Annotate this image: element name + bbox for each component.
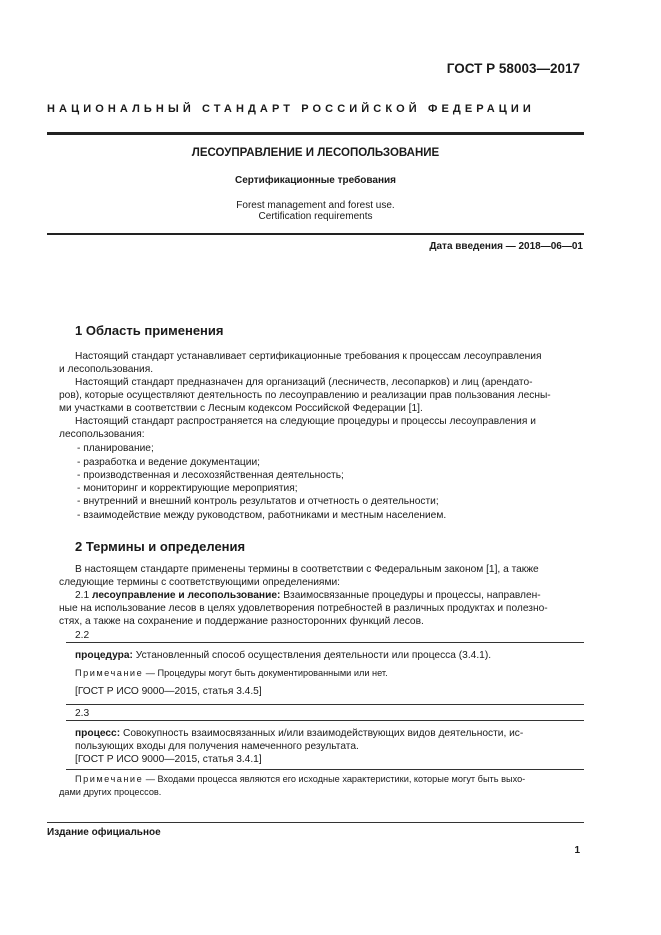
note-text: — Входами процесса являются его исходные характеристики, которые могут быть выхо-	[145, 774, 526, 784]
paragraph-line: стях, а также на сохранение и поддержание разносторонних функций лесов.	[59, 616, 424, 627]
term-2-2-box	[66, 642, 584, 705]
term-2-2-line	[75, 649, 491, 662]
term-definition: Установленный способ осуществления деятельности или процесса (3.4.1).	[135, 650, 492, 661]
paragraph-line: лесопользования:	[59, 429, 145, 440]
note-line-1	[75, 773, 583, 786]
paragraph-line: Настоящий стандарт предназначен для организаций (лесничеств, лесопарков) и лиц (арендато-	[75, 377, 533, 388]
list-item: - разработка и ведение документации;	[77, 457, 260, 468]
term-2-3-line-1	[75, 727, 523, 740]
footer-rule	[47, 822, 584, 823]
english-title-line-2: Certification requirements	[258, 211, 373, 222]
term-2-1-line-1	[75, 589, 583, 602]
term-2-2-reference: [ГОСТ Р ИСО 9000—2015, статья 3.4.5]	[75, 686, 262, 697]
standard-type: НАЦИОНАЛЬНЫЙ СТАНДАРТ РОССИЙСКОЙ ФЕДЕРАЦИИ	[47, 103, 535, 115]
term-2-2-note	[75, 667, 388, 680]
list-item: - внутренний и внешний контроль результатов и отчетность о деятельности;	[77, 496, 439, 507]
document-title: ЛЕСОУПРАВЛЕНИЕ И ЛЕСОПОЛЬЗОВАНИЕ	[191, 147, 440, 159]
term-name: процесс:	[75, 728, 121, 739]
term-number: 2.1	[75, 590, 90, 601]
paragraph-line: и лесопользования.	[59, 364, 154, 375]
document-id: ГОСТ Р 58003—2017	[446, 61, 580, 76]
document-subtitle: Сертификационные требования	[235, 175, 396, 186]
paragraph-line: следующие термины с соответствующими определениями:	[59, 577, 340, 588]
introduction-date: Дата введения — 2018—06—01	[429, 241, 583, 252]
paragraph-line: Настоящий стандарт распространяется на следующие процедуры и процессы лесоуправления и	[75, 416, 536, 427]
term-number: 2.2	[75, 630, 90, 641]
paragraph-line: ров), которые осуществляют деятельность по лесоуправлению и реализации прав пользования лесны-	[59, 390, 551, 401]
list-item: - производственная и лесохозяйственная деятельность;	[77, 470, 344, 481]
term-2-3-line-2: пользующих входы для получения намеченного результата.	[75, 741, 359, 752]
term-2-3-reference: [ГОСТ Р ИСО 9000—2015, статья 3.4.1]	[75, 754, 262, 765]
paragraph-line: ные на использование лесов в целях удовлетворения потребностей в различных продуктах и полезно-	[59, 603, 548, 614]
paragraph-line: ми участками в соответствии с Лесным кодексом Российской Федерации [1].	[59, 403, 423, 414]
paragraph-line: Настоящий стандарт устанавливает сертификационные требования к процессам лесоуправления	[75, 351, 542, 362]
term-number: 2.3	[75, 708, 90, 719]
english-title-line-1: Forest management and forest use.	[236, 200, 395, 211]
edition-label: Издание официальное	[47, 827, 161, 838]
term-name: лесоуправление и лесопользование:	[92, 590, 281, 601]
note-label: Примечание	[75, 668, 144, 678]
note-text: — Процедуры могут быть документированными или нет.	[145, 668, 388, 678]
term-2-3-box	[66, 720, 584, 770]
header-rule	[47, 132, 584, 135]
title-rule	[47, 233, 584, 235]
term-name: процедура:	[75, 650, 133, 661]
paragraph-line: В настоящем стандарте применены термины в соответствии с Федеральным законом [1], а также	[75, 564, 539, 575]
list-item: - мониторинг и корректирующие мероприятия;	[77, 483, 298, 494]
note-label: Примечание	[75, 774, 144, 784]
page-number: 1	[574, 845, 580, 856]
list-item: - планирование;	[77, 443, 154, 454]
section-1-heading: 1 Область применения	[75, 323, 224, 338]
term-definition: Взаимосвязанные процедуры и процессы, направлен-	[283, 590, 541, 601]
list-item: - взаимодействие между руководством, работниками и местным населением.	[77, 510, 447, 521]
note-line-2: дами других процессов.	[59, 787, 162, 797]
section-2-heading: 2 Термины и определения	[75, 539, 246, 554]
term-definition: Совокупность взаимосвязанных и/или взаимодействующих видов деятельности, ис-	[122, 728, 524, 739]
